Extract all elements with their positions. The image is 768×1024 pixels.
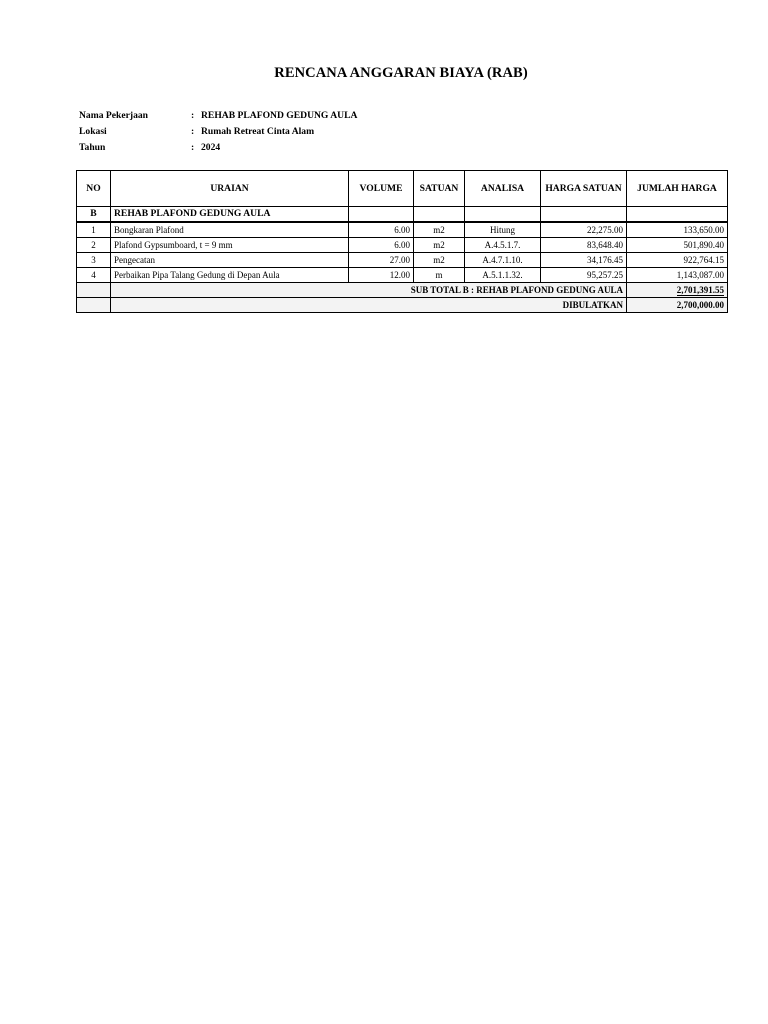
row-jumlah-harga: 501,890.40 bbox=[627, 238, 728, 253]
row-satuan: m2 bbox=[414, 238, 465, 253]
document-title: RENCANA ANGGARAN BIAYA (RAB) bbox=[274, 65, 528, 81]
year-label: Tahun bbox=[79, 142, 106, 153]
section-empty-cell bbox=[465, 207, 541, 223]
header-jumlah-harga: JUMLAH HARGA bbox=[627, 171, 728, 207]
dibulatkan-row bbox=[77, 298, 728, 313]
project-name-label: Nama Pekerjaan bbox=[79, 110, 149, 121]
location-row bbox=[79, 124, 357, 140]
dibulatkan-value: 2,700,000.00 bbox=[627, 298, 728, 313]
row-harga-satuan: 83,648.40 bbox=[541, 238, 627, 253]
project-name-value: REHAB PLAFOND GEDUNG AULA bbox=[201, 110, 358, 121]
row-no: 3 bbox=[77, 253, 111, 268]
row-uraian: Plafond Gypsumboard, t = 9 mm bbox=[111, 238, 349, 253]
location-colon: : bbox=[191, 126, 195, 137]
year-colon: : bbox=[191, 142, 195, 153]
row-uraian: Pengecatan bbox=[111, 253, 349, 268]
row-satuan: m2 bbox=[414, 253, 465, 268]
location-value: Rumah Retreat Cinta Alam bbox=[201, 126, 315, 137]
budget-table bbox=[76, 170, 728, 313]
project-info bbox=[79, 108, 357, 156]
table-row bbox=[77, 253, 728, 268]
row-analisa: A.4.7.1.10. bbox=[465, 253, 541, 268]
header-analisa: ANALISA bbox=[465, 171, 541, 207]
section-empty-cell bbox=[414, 207, 465, 223]
row-analisa: A.4.5.1.7. bbox=[465, 238, 541, 253]
row-jumlah-harga: 1,143,087.00 bbox=[627, 268, 728, 283]
row-satuan: m2 bbox=[414, 222, 465, 238]
row-uraian: Perbaikan Pipa Talang Gedung di Depan Aula bbox=[111, 268, 349, 283]
table-row bbox=[77, 238, 728, 253]
row-volume: 27.00 bbox=[349, 253, 414, 268]
row-no: 2 bbox=[77, 238, 111, 253]
row-no: 1 bbox=[77, 222, 111, 238]
header-satuan: SATUAN bbox=[414, 171, 465, 207]
header-uraian: URAIAN bbox=[111, 171, 349, 207]
row-uraian: Bongkaran Plafond bbox=[111, 222, 349, 238]
row-jumlah-harga: 922,764.15 bbox=[627, 253, 728, 268]
year-row bbox=[79, 140, 357, 156]
header-harga-satuan: HARGA SATUAN bbox=[541, 171, 627, 207]
section-empty-cell bbox=[541, 207, 627, 223]
project-name-colon: : bbox=[191, 110, 195, 121]
row-jumlah-harga: 133,650.00 bbox=[627, 222, 728, 238]
table-row bbox=[77, 268, 728, 283]
table-header-row bbox=[77, 171, 728, 207]
row-satuan: m bbox=[414, 268, 465, 283]
section-no: B bbox=[77, 207, 111, 223]
header-no: NO bbox=[77, 171, 111, 207]
row-harga-satuan: 22,275.00 bbox=[541, 222, 627, 238]
location-label: Lokasi bbox=[79, 126, 107, 137]
row-analisa: Hitung bbox=[465, 222, 541, 238]
row-harga-satuan: 34,176.45 bbox=[541, 253, 627, 268]
section-row bbox=[77, 207, 728, 223]
header-volume: VOLUME bbox=[349, 171, 414, 207]
subtotal-value bbox=[627, 283, 728, 298]
dibulatkan-empty-cell bbox=[77, 298, 111, 313]
year-value: 2024 bbox=[201, 142, 221, 153]
subtotal-row bbox=[77, 283, 728, 298]
row-volume: 6.00 bbox=[349, 222, 414, 238]
subtotal-empty-cell bbox=[77, 283, 111, 298]
project-name-row bbox=[79, 108, 357, 124]
row-volume: 6.00 bbox=[349, 238, 414, 253]
subtotal-amount: 2,701,391.55 bbox=[677, 285, 724, 298]
section-empty-cell bbox=[627, 207, 728, 223]
row-volume: 12.00 bbox=[349, 268, 414, 283]
subtotal-label: SUB TOTAL B : REHAB PLAFOND GEDUNG AULA bbox=[111, 283, 627, 298]
row-no: 4 bbox=[77, 268, 111, 283]
row-harga-satuan: 95,257.25 bbox=[541, 268, 627, 283]
section-empty-cell bbox=[349, 207, 414, 223]
section-title: REHAB PLAFOND GEDUNG AULA bbox=[111, 207, 349, 223]
row-analisa: A.5.1.1.32. bbox=[465, 268, 541, 283]
table-row bbox=[77, 222, 728, 238]
dibulatkan-label: DIBULATKAN bbox=[111, 298, 627, 313]
